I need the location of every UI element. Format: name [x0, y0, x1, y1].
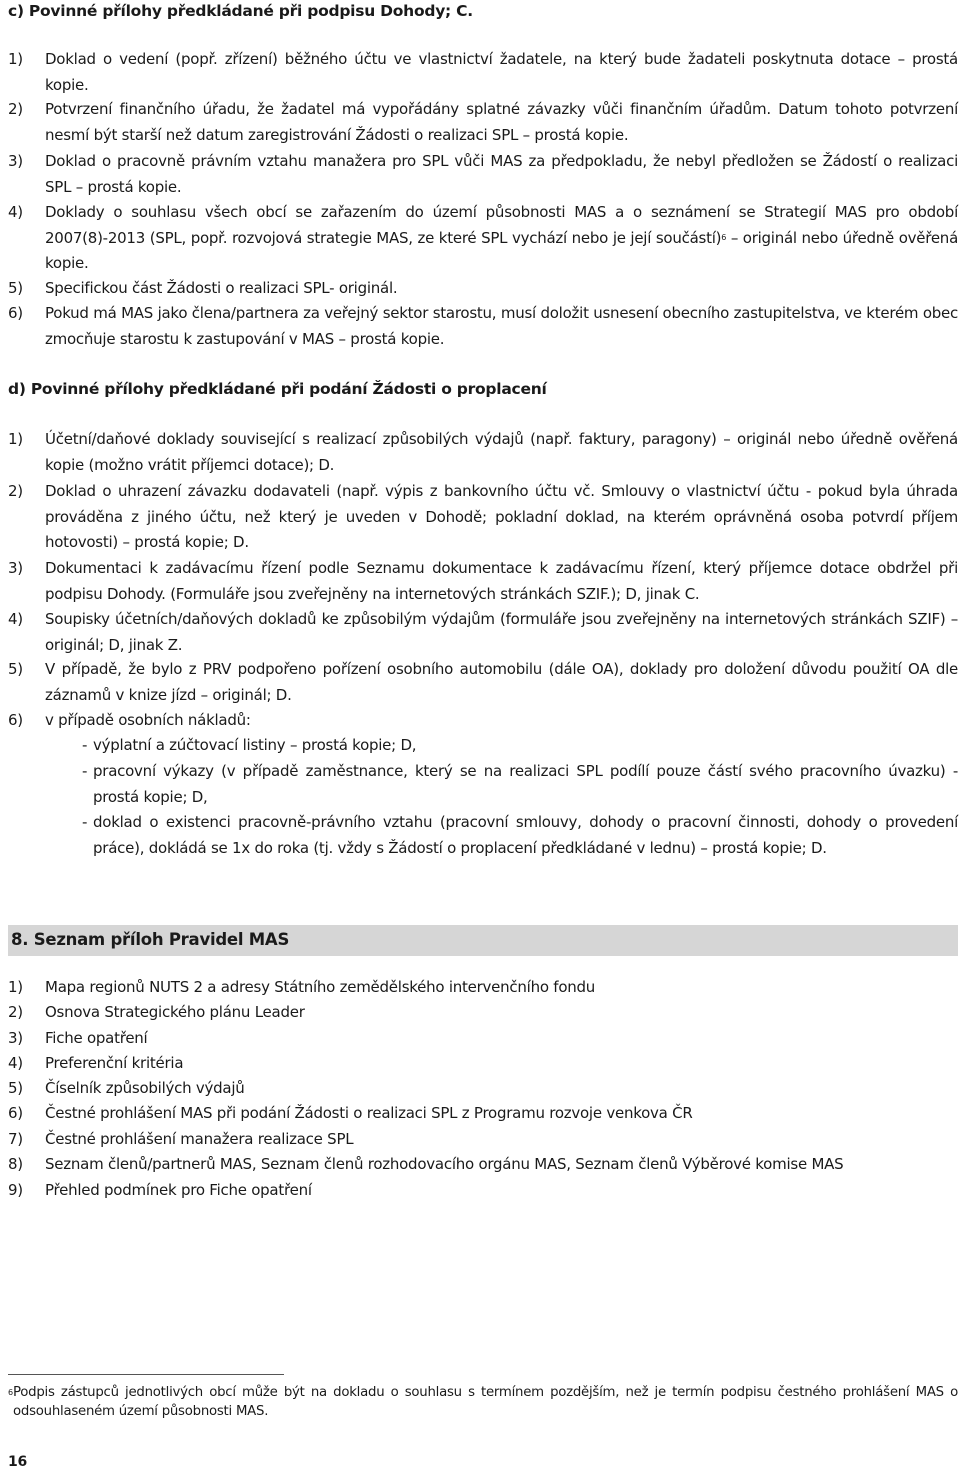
list-item	[8, 301, 958, 352]
item-number: 5)	[8, 660, 23, 678]
item-text: Účetní/daňové doklady související s realizací způsobilých výdajů (např. faktury, paragony) – originál nebo úředně ověřená kopie (možno vrátit příjemci dotace); D.	[45, 430, 958, 474]
item-number: 4)	[8, 610, 23, 628]
item-text: Přehled podmínek pro Fiche opatření	[45, 1181, 312, 1199]
sub-list-item	[82, 759, 958, 810]
item-text-part: – originál nebo úředně ověřená kopie.	[45, 228, 959, 272]
list-item	[8, 1078, 958, 1098]
item-text: V případě, že bylo z PRV podpořeno pořízení osobního automobilu (dále OA), doklady pro doložení důvodu použití OA dle záznamů v knize jízd – originál; D.	[45, 660, 958, 704]
item-number: 9)	[8, 1181, 23, 1199]
list-item	[8, 1028, 958, 1048]
section-c-heading: c) Povinné přílohy předkládané při podpisu Dohody; C.	[8, 2, 473, 20]
sub-list-item	[82, 733, 958, 759]
item-text: Dokumentaci k zadávacímu řízení podle Seznamu dokumentace k zadávacímu řízení, který příjemce dotace obdržel při podpisu Dohody. (Formuláře jsou zveřejněny na internetových stránkách SZIF.); D, jinak C.	[45, 559, 958, 603]
item-text: Čestné prohlášení manažera realizace SPL	[45, 1130, 354, 1148]
item-text: Osnova Strategického plánu Leader	[45, 1003, 305, 1021]
sub-item-text: doklad o existenci pracovně-právního vztahu (pracovní smlouvy, dohody o pracovní činnosti, dohody o provedení práce), dokládá se 1x do roka (tj. vždy s Žádostí o proplacení předkládané v lednu) – prostá kopie; D.	[93, 813, 958, 857]
item-text-part: Doklady o souhlasu všech obcí se zařazením do území působnosti MAS a o seznámení se Strategií MAS pro období 2007(8)-2013 (SPL, popř. rozvojová strategie MAS, ze které SPL vychází nebo je její součástí)	[45, 203, 958, 247]
item-text	[45, 200, 958, 277]
item-text: Čestné prohlášení MAS při podání Žádosti o realizaci SPL z Programu rozvoje venkova ČR	[45, 1104, 693, 1122]
list-item	[8, 977, 958, 997]
list-item	[8, 1002, 958, 1022]
footnote-mark: 6	[8, 1388, 13, 1397]
footnote-text: Podpis zástupců jednotlivých obcí může být na dokladu o souhlasu s termínem pozdějším, než je termín podpisu čestného prohlášení MAS o odsouhlaseném území působnosti MAS.	[13, 1385, 958, 1419]
list-item	[8, 556, 958, 607]
item-text: Doklad o pracovně právním vztahu manažera pro SPL vůči MAS za předpokladu, že nebyl předložen se Žádostí o realizaci SPL – prostá kopie.	[45, 152, 958, 196]
list-item	[8, 97, 958, 148]
item-text: Preferenční kritéria	[45, 1054, 184, 1072]
section-d-heading: d) Povinné přílohy předkládané při podání Žádosti o proplacení	[8, 380, 547, 398]
list-item	[8, 1154, 958, 1174]
item-number: 5)	[8, 279, 23, 297]
dash-bullet: -	[82, 813, 88, 831]
list-item	[8, 47, 958, 98]
page-number: 16	[8, 1454, 27, 1470]
dash-bullet: -	[82, 736, 88, 754]
list-item	[8, 708, 958, 734]
sub-item-text: pracovní výkazy (v případě zaměstnance, který se na realizaci SPL podílí pouze částí svého pracovního úvazku) - prostá kopie; D,	[93, 762, 958, 806]
item-number: 7)	[8, 1130, 23, 1148]
list-item	[8, 1180, 958, 1200]
item-text: Specifickou část Žádosti o realizaci SPL- originál.	[45, 279, 398, 297]
item-text: Potvrzení finančního úřadu, že žadatel má vypořádány splatné závazky vůči finančním úřadům. Datum tohoto potvrzení nesmí být starší než datum zaregistrování Žádosti o realizaci SPL – prostá kopie.	[45, 100, 958, 144]
footnote	[8, 1383, 958, 1421]
item-number: 1)	[8, 978, 23, 996]
list-item	[8, 149, 958, 200]
item-number: 6)	[8, 304, 23, 322]
item-text: Soupisky účetních/daňových dokladů ke způsobilým výdajům (formuláře jsou zveřejněny na internetových stránkách SZIF) – originál; D, jinak Z.	[45, 610, 958, 654]
item-number: 5)	[8, 1079, 23, 1097]
item-text: Mapa regionů NUTS 2 a adresy Státního zemědělského intervenčního fondu	[45, 978, 596, 996]
list-item	[8, 1053, 958, 1073]
item-number: 4)	[8, 203, 23, 221]
section-8-heading-bar	[8, 925, 958, 956]
item-number: 1)	[8, 430, 23, 448]
item-number: 3)	[8, 559, 23, 577]
item-number: 2)	[8, 482, 23, 500]
item-number: 2)	[8, 100, 23, 118]
list-item	[8, 607, 958, 658]
list-item	[8, 1103, 958, 1123]
section-8-heading: 8. Seznam příloh Pravidel MAS	[11, 930, 290, 949]
item-text: Seznam členů/partnerů MAS, Seznam členů rozhodovacího orgánu MAS, Seznam členů Výběrové komise MAS	[45, 1155, 844, 1173]
sub-item-text: výplatní a zúčtovací listiny – prostá kopie; D,	[93, 736, 417, 754]
footnote-divider	[8, 1374, 284, 1375]
list-item	[8, 427, 958, 478]
item-number: 3)	[8, 1029, 23, 1047]
dash-bullet: -	[82, 762, 88, 780]
item-number: 8)	[8, 1155, 23, 1173]
list-item	[8, 276, 958, 302]
item-number: 2)	[8, 1003, 23, 1021]
item-text: Fiche opatření	[45, 1029, 148, 1047]
item-number: 1)	[8, 50, 23, 68]
footnote-ref: 6	[721, 232, 727, 242]
list-item	[8, 200, 958, 277]
list-item	[8, 479, 958, 556]
item-text: Doklad o uhrazení závazku dodavateli (např. výpis z bankovního účtu vč. Smlouvy o vlastnictví účtu - pokud byla úhrada prováděna z jiného účtu, než který je uveden v Dohodě; pokladní doklad, na kterém oprávněná osoba potvrdí příjem hotovosti) – prostá kopie; D.	[45, 482, 958, 551]
item-number: 3)	[8, 152, 23, 170]
sub-list-item	[82, 810, 958, 861]
item-text: Pokud má MAS jako člena/partnera za veřejný sektor starostu, musí doložit usnesení obecního zastupitelstva, ve kterém obec zmocňuje starostu k zastupování v MAS – prostá kopie.	[45, 304, 958, 348]
list-item	[8, 1129, 958, 1149]
list-item	[8, 657, 958, 708]
item-text: Číselník způsobilých výdajů	[45, 1079, 245, 1097]
item-text: v případě osobních nákladů:	[45, 711, 251, 729]
item-number: 6)	[8, 711, 23, 729]
item-text: Doklad o vedení (popř. zřízení) běžného účtu ve vlastnictví žadatele, na který bude žadateli poskytnuta dotace – prostá kopie.	[45, 50, 958, 94]
item-number: 4)	[8, 1054, 23, 1072]
item-number: 6)	[8, 1104, 23, 1122]
